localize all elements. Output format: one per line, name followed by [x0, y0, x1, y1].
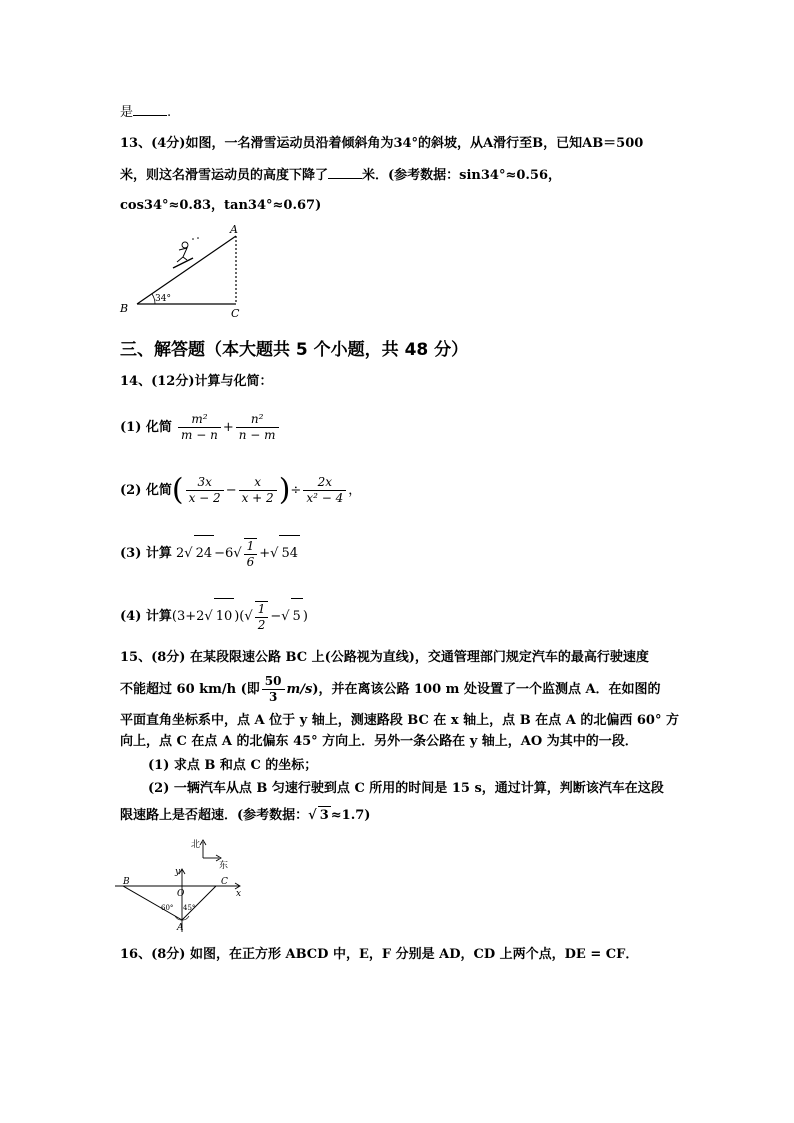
angle-45-label: 45° [183, 904, 196, 912]
q15-sub1: (1) 求点 B 和点 C 的坐标； [148, 758, 318, 773]
q15-sub2-post: ≈1.7) [330, 808, 371, 823]
q14-header: 14、(12分)计算与化简： [120, 374, 273, 389]
section-3-title: 三、解答题（本大题共 5 个小题，共 48 分） [120, 340, 469, 360]
q15-line3: 平面直角坐标系中，点 A 位于 y 轴上，测速路段 BC 在 x 轴上，点 B 在点 A 的北偏西 60° 方 [120, 713, 679, 728]
p2-n1: 3x [186, 475, 224, 491]
q13-line3: cos34°≈0.83，tan34°≈0.67) [120, 198, 322, 213]
radical-icon: √ [281, 609, 290, 624]
label-a: A [177, 923, 184, 933]
radical-icon: √ [308, 808, 317, 823]
p4-mid: )( [234, 609, 245, 624]
radical-icon: √ [244, 609, 253, 624]
q14-part2 [120, 472, 361, 510]
q15-line4: 向上，点 C 在点 A 的北偏东 45° 方向上．另外一条公路在 y 轴上，AO 为其中的一段． [120, 734, 638, 749]
radical-icon: √ [184, 546, 193, 561]
radical-icon: √ [233, 546, 242, 561]
q13-line2 [120, 166, 561, 185]
p2-d3: x² − 4 [306, 491, 344, 505]
right-paren: ) [278, 472, 291, 508]
slope-ab [137, 236, 236, 304]
q14-p4-label: (4) 计算 [120, 609, 172, 624]
q13-line2-post: 米．(参考数据：sin34°≈0.56， [362, 168, 562, 183]
q15-coordinate-figure [115, 836, 255, 936]
q14-part4 [120, 598, 308, 635]
q15-unit: m/s [286, 682, 313, 697]
q15-sub2: (2) 一辆汽车从点 B 匀速行驶到点 C 所用的时间是 15 s，通过计算，判断该汽车在这段 [148, 781, 664, 796]
q13-line1: 13、(4分)如图，一名滑雪运动员沿着倾斜角为34°的斜坡，从A滑行至B，已知AB＝500 [120, 136, 644, 151]
q15-rad: 3 [319, 808, 329, 823]
segment-ac [182, 886, 216, 920]
p2-d2: x + 2 [241, 491, 274, 505]
angle-label: 34° [155, 294, 171, 304]
q15-line2-post: )，并在离该公路 100 m 处设置了一个监测点 A．在如图的 [312, 682, 661, 697]
p3-rad-b: 54 [279, 535, 300, 572]
q14-p2-frac1 [186, 475, 224, 506]
segment-ab [123, 886, 182, 920]
p2-n2: x [239, 475, 277, 491]
left-paren: ( [171, 472, 184, 508]
q14-p2-frac3 [303, 475, 346, 506]
radical-icon: √ [270, 546, 279, 561]
q15-line2 [120, 672, 661, 708]
q15-sub2-pre: 限速路上是否超速．(参考数据： [120, 808, 309, 823]
p4-frac-n: 1 [255, 602, 269, 618]
q15-line2-pre: 不能超过 60 km/h (即 [120, 682, 260, 697]
frac2-num: n² [236, 412, 279, 428]
east-label: 东 [219, 861, 229, 871]
p4-frac-d: 2 [257, 617, 266, 632]
p4-open: (3+2 [171, 609, 205, 624]
q14-p1-op: + [222, 420, 234, 435]
label-a: A [230, 223, 238, 236]
q14-p1-frac1 [178, 412, 221, 443]
y-axis-label: y [175, 867, 181, 877]
q14-p1-label: (1) 化简 [120, 420, 172, 435]
p3-frac-n: 1 [244, 539, 258, 555]
angle-60-label: 60° [161, 904, 174, 912]
q14-p2-frac2 [239, 475, 277, 506]
label-o: O [177, 889, 185, 899]
q12-answer-blank[interactable] [133, 103, 167, 116]
p4-rad-a: 10 [214, 598, 235, 635]
p2-div: ÷ [290, 483, 302, 498]
label-b: B [120, 302, 129, 315]
p2-comma: ， [348, 483, 362, 498]
radical-icon: √ [204, 609, 213, 624]
label-b: B [123, 877, 130, 887]
frac1-num: m² [178, 412, 221, 428]
q14-p2-label: (2) 化简 [120, 483, 172, 498]
frac2-den: n − m [238, 428, 276, 442]
q15-frac-d: 3 [268, 690, 278, 704]
p2-minus: − [225, 483, 237, 498]
p2-d1: x − 2 [188, 491, 221, 505]
q13-answer-blank[interactable] [328, 166, 362, 179]
q15-speed-frac [262, 674, 285, 705]
north-label: 北 [191, 840, 201, 850]
q14-part3 [120, 535, 300, 572]
q16-line1: 16、(8分) 如图，在正方形 ABCD 中，E，F 分别是 AD，CD 上两个点，DE = CF． [120, 947, 639, 962]
p4-minus: − [270, 609, 282, 624]
p3-frac [244, 538, 258, 570]
q15-line1: 15、(8分) 在某段限速公路 BC 上(公路视为直线)，交通管理部门规定汽车的最高行驶速度 [120, 650, 649, 665]
p4-close: ) [302, 609, 308, 624]
frac1-den: m − n [181, 428, 218, 442]
label-c: C [221, 877, 228, 887]
p3-plus: + [259, 546, 271, 561]
q13-slope-figure [115, 224, 255, 319]
q15-sub2-cont [120, 806, 370, 825]
p2-n3: 2x [303, 475, 346, 491]
q14-p3-label: (3) 计算 [120, 546, 172, 561]
p4-rad-b: 5 [291, 598, 303, 635]
q12-suffix: . [167, 105, 172, 120]
p3-rad-a: 24 [194, 535, 215, 572]
q14-part1 [120, 410, 281, 446]
q12-tail [120, 103, 171, 122]
skier-icon [173, 237, 199, 268]
x-axis-label: x [236, 889, 242, 899]
label-c: C [231, 307, 240, 320]
p3-minus: −6 [214, 546, 234, 561]
compass-icon [191, 838, 228, 871]
q14-p1-frac2 [236, 412, 279, 443]
p3-coef: 2 [176, 546, 185, 561]
p4-frac [255, 601, 269, 633]
q13-line2-pre: 米，则这名滑雪运动员的高度下降了 [120, 168, 329, 183]
p3-frac-d: 6 [246, 554, 255, 569]
q12-prefix: 是 [120, 105, 134, 120]
q15-frac-n: 50 [262, 674, 285, 690]
